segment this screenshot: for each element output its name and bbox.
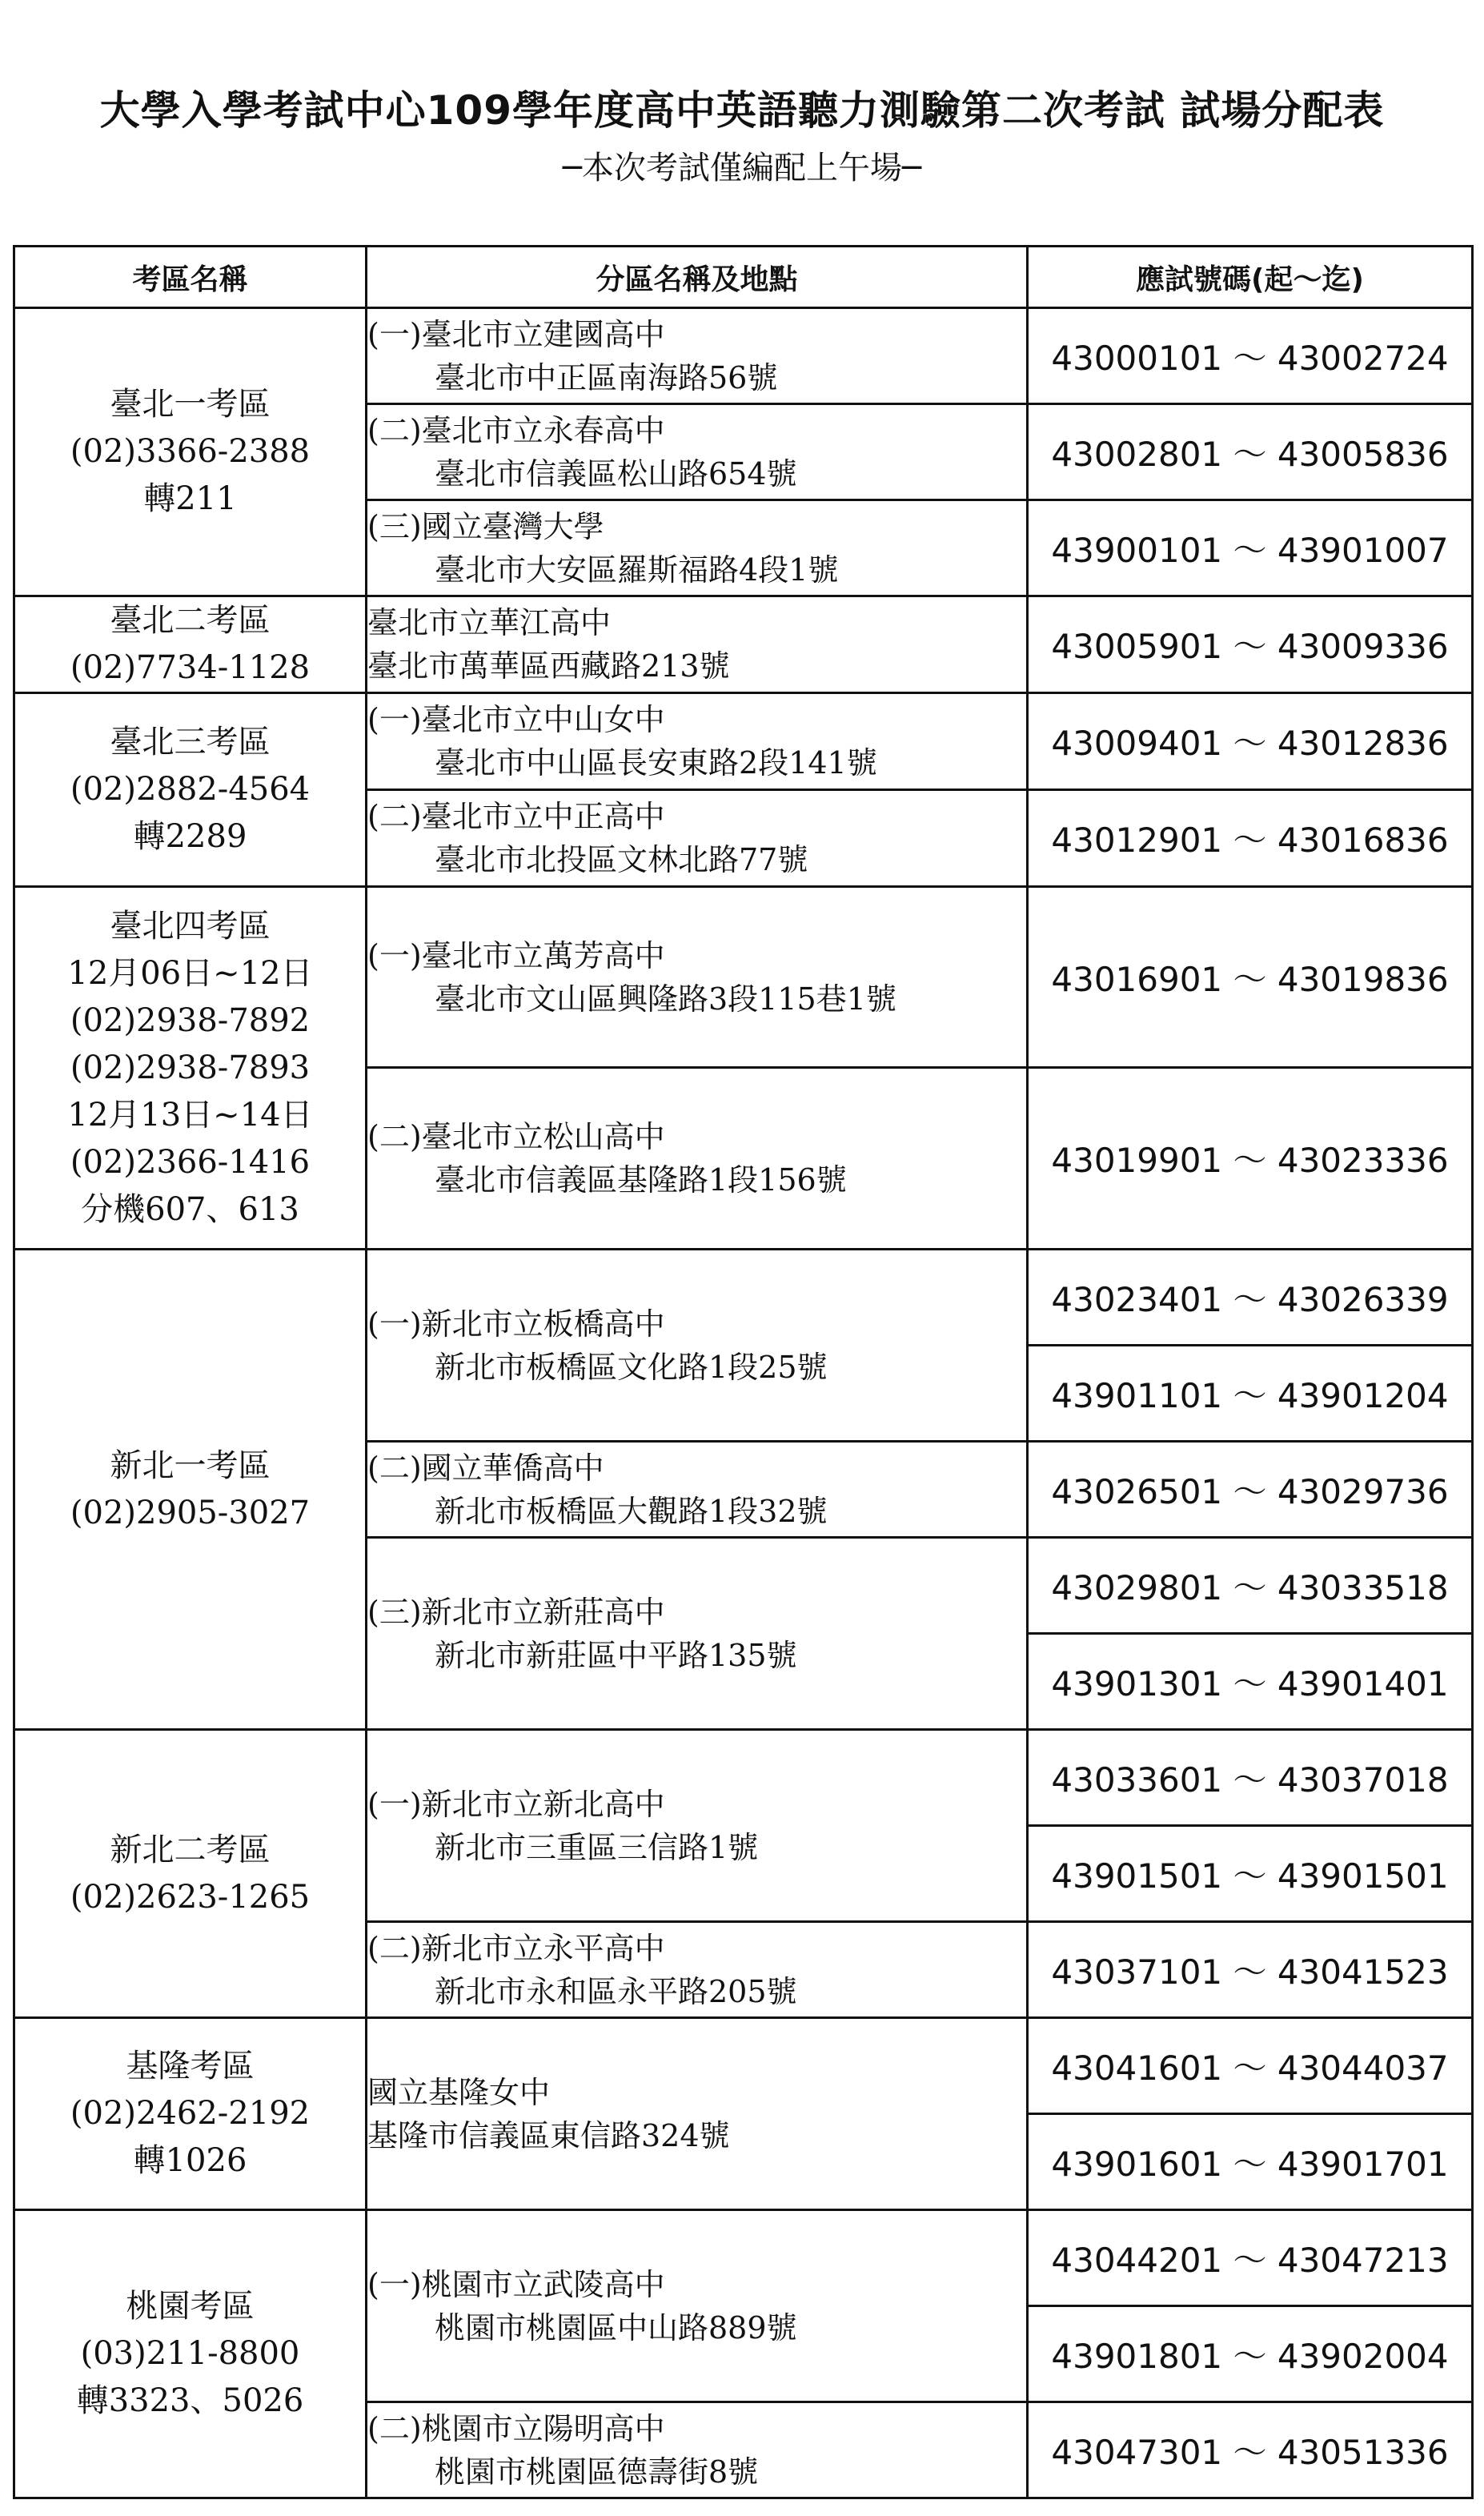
- site-cell: [367, 2018, 1028, 2210]
- number-range: 43900101 ～ 43901007: [1028, 500, 1473, 596]
- number-range: 43901801 ～ 43902004: [1028, 2306, 1473, 2402]
- table-row: [14, 2018, 1473, 2114]
- column-header-district: 考區名稱: [14, 247, 367, 308]
- district-extension: 轉1026: [133, 2142, 247, 2179]
- page-subtitle: ─本次考試僅編配上午場─: [562, 150, 922, 187]
- number-range: 43029801 ～ 43033518: [1028, 1538, 1473, 1634]
- site-cell: [367, 500, 1028, 596]
- district-name: 新北一考區: [110, 1447, 271, 1484]
- site-address: 新北市永和區永平路205號: [435, 1973, 797, 2009]
- column-header-range: 應試號碼(起～迄): [1028, 247, 1473, 308]
- number-range: 43901601 ～ 43901701: [1028, 2114, 1473, 2210]
- table-row: [14, 308, 1473, 404]
- number-range: 43002801 ～ 43005836: [1028, 404, 1473, 500]
- column-header-site: 分區名稱及地點: [367, 247, 1028, 308]
- site-address: 臺北市中山區長安東路2段141號: [435, 745, 877, 780]
- site-cell: [367, 790, 1028, 887]
- number-range: 43026501 ～ 43029736: [1028, 1442, 1473, 1538]
- site-address: 臺北市大安區羅斯福路4段1號: [435, 552, 839, 588]
- district-phone: (02)2366-1416: [70, 1143, 311, 1181]
- district-phone: (02)2882-4564: [70, 771, 311, 808]
- site-cell: [367, 2402, 1028, 2498]
- site-name: (二)新北市立永平高中: [367, 1930, 665, 1966]
- site-name: (一)新北市立板橋高中: [367, 1306, 665, 1342]
- district-name: 臺北四考區: [110, 907, 271, 945]
- table-row: [14, 693, 1473, 790]
- site-address: 新北市板橋區大觀路1段32號: [435, 1493, 828, 1529]
- site-cell: [367, 308, 1028, 404]
- district-phone: (03)211-8800: [80, 2335, 300, 2372]
- number-range: 43901301 ～ 43901401: [1028, 1634, 1473, 1730]
- site-address: 桃園市桃園區德壽街8號: [435, 2454, 759, 2490]
- site-name: (一)臺北市立萬芳高中: [367, 937, 665, 973]
- site-address: 桃園市桃園區中山路889號: [435, 2309, 797, 2345]
- district-name: 臺北一考區: [110, 386, 271, 423]
- district-phone: (02)2462-2192: [70, 2095, 311, 2132]
- number-range: 43033601 ～ 43037018: [1028, 1730, 1473, 1826]
- site-name: (二)桃園市立陽明高中: [367, 2410, 665, 2446]
- number-range: 43019901 ～ 43023336: [1028, 1068, 1473, 1250]
- district-phone: (02)2938-7892: [70, 1001, 311, 1039]
- number-range: 43000101 ～ 43002724: [1028, 308, 1473, 404]
- site-name: (一)桃園市立武陵高中: [367, 2266, 665, 2302]
- number-range: 43901101 ～ 43901204: [1028, 1346, 1473, 1442]
- site-address: 臺北市文山區興隆路3段115巷1號: [435, 981, 896, 1017]
- district-name: 基隆考區: [126, 2048, 255, 2085]
- site-cell: [367, 887, 1028, 1068]
- district-phone: (02)2623-1265: [70, 1878, 311, 1916]
- site-cell: [367, 1250, 1028, 1442]
- district-cell: [14, 596, 367, 693]
- site-cell: [367, 1442, 1028, 1538]
- table-row: [14, 2210, 1473, 2306]
- number-range: 43012901 ～ 43016836: [1028, 790, 1473, 887]
- district-name: 臺北三考區: [110, 724, 271, 760]
- site-cell: [367, 596, 1028, 693]
- district-phone: (02)2938-7893: [70, 1049, 311, 1086]
- district-cell: [14, 2210, 367, 2498]
- site-name: (一)臺北市立建國高中: [367, 316, 665, 352]
- table-header-row: [14, 247, 1473, 308]
- site-name: 國立基隆女中: [367, 2074, 551, 2110]
- site-name: 臺北市立華江高中: [367, 605, 612, 640]
- site-name: (二)國立華僑高中: [367, 1450, 604, 1486]
- site-address: 臺北市北投區文林北路77號: [435, 842, 808, 877]
- site-cell: [367, 1538, 1028, 1730]
- number-range: 43047301 ～ 43051336: [1028, 2402, 1473, 2498]
- district-cell: [14, 693, 367, 887]
- district-name: 桃園考區: [126, 2288, 255, 2325]
- site-address: 臺北市萬華區西藏路213號: [367, 648, 730, 684]
- table-row: [14, 1730, 1473, 1826]
- site-cell: [367, 2210, 1028, 2402]
- page-title: 大學入學考試中心109學年度高中英語聽力測驗第二次考試 試場分配表: [99, 87, 1385, 134]
- site-name: (二)臺北市立永春高中: [367, 412, 665, 448]
- site-address: 新北市三重區三信路1號: [435, 1829, 759, 1865]
- district-cell: [14, 308, 367, 596]
- number-range: 43016901 ～ 43019836: [1028, 887, 1473, 1068]
- number-range: 43044201 ～ 43047213: [1028, 2210, 1473, 2306]
- site-cell: [367, 404, 1028, 500]
- district-cell: [14, 2018, 367, 2210]
- table-row: [14, 596, 1473, 693]
- district-extension: 分機607、613: [81, 1190, 299, 1228]
- district-phone: (02)7734-1128: [70, 649, 311, 686]
- site-cell: [367, 1922, 1028, 2018]
- site-address: 基隆市信義區東信路324號: [367, 2117, 730, 2153]
- district-phone: (02)3366-2388: [70, 433, 311, 470]
- site-name: (三)新北市立新莊高中: [367, 1594, 665, 1630]
- site-address: 新北市板橋區文化路1段25號: [435, 1349, 828, 1385]
- allocation-table: [13, 245, 1474, 2499]
- site-address: 臺北市中正區南海路56號: [435, 359, 778, 395]
- district-cell: [14, 1730, 367, 2018]
- site-name: (二)臺北市立中正高中: [367, 799, 665, 834]
- site-name: (二)臺北市立松山高中: [367, 1119, 665, 1154]
- number-range: 43041601 ～ 43044037: [1028, 2018, 1473, 2114]
- site-cell: [367, 1730, 1028, 1922]
- district-name: 臺北二考區: [110, 602, 271, 639]
- site-name: (三)國立臺灣大學: [367, 508, 604, 544]
- number-range: 43901501 ～ 43901501: [1028, 1826, 1473, 1922]
- site-address: 臺北市信義區松山路654號: [435, 455, 797, 492]
- site-name: (一)臺北市立中山女中: [367, 702, 665, 737]
- district-cell: [14, 1250, 367, 1730]
- district-extension: 轉211: [143, 480, 237, 517]
- number-range: 43037101 ～ 43041523: [1028, 1922, 1473, 2018]
- table-row: [14, 887, 1473, 1068]
- number-range: 43005901 ～ 43009336: [1028, 596, 1473, 693]
- district-date-range: 12月06日~12日: [67, 954, 313, 992]
- site-address: 新北市新莊區中平路135號: [435, 1637, 797, 1673]
- table-row: [14, 1250, 1473, 1346]
- site-address: 臺北市信義區基隆路1段156號: [435, 1162, 847, 1198]
- district-date-range: 12月13日~14日: [67, 1096, 313, 1134]
- district-cell: [14, 887, 367, 1250]
- site-name: (一)新北市立新北高中: [367, 1786, 665, 1822]
- site-cell: [367, 1068, 1028, 1250]
- district-extension: 轉3323、5026: [76, 2382, 304, 2419]
- number-range: 43009401 ～ 43012836: [1028, 693, 1473, 790]
- site-cell: [367, 693, 1028, 790]
- district-phone: (02)2905-3027: [70, 1494, 311, 1531]
- district-name: 新北二考區: [110, 1831, 271, 1868]
- number-range: 43023401 ～ 43026339: [1028, 1250, 1473, 1346]
- district-extension: 轉2289: [133, 818, 247, 855]
